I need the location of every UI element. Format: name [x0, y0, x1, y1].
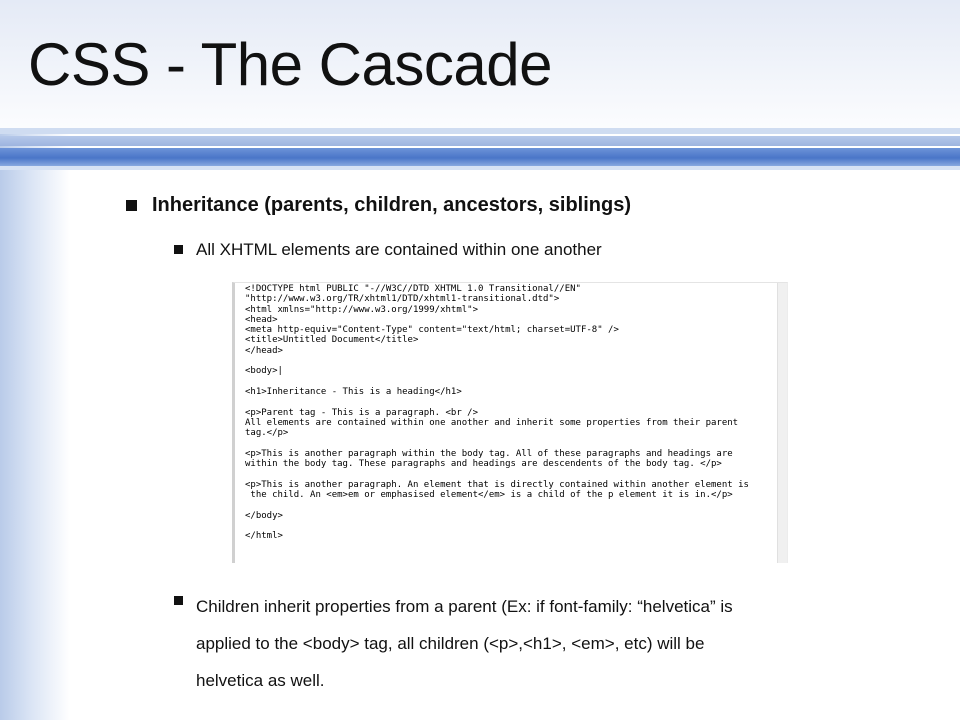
- code-line: <body>|: [245, 366, 283, 377]
- scrollbar: [777, 283, 787, 563]
- code-line: All elements are contained within one another and inherit some properties from their parent: [245, 417, 739, 428]
- bullet-text-line: helvetica as well.: [196, 671, 325, 690]
- bullet-inheritance: [126, 194, 631, 217]
- code-line: [245, 356, 749, 366]
- code-line: [245, 377, 749, 387]
- bullet-text-line: applied to the <body> tag, all children (<p>,<h1>, <em>, etc) will be: [196, 634, 705, 653]
- code-line: <p>This is another paragraph. An element that is directly contained within another element is: [245, 479, 749, 490]
- bullet-text: All XHTML elements are contained within one another: [196, 240, 602, 259]
- code-line: "http://www.w3.org/TR/xhtml1/DTD/xhtml1-transitional.dtd">: [245, 294, 560, 305]
- code-line: <p>Parent tag - This is a paragraph. <br />: [245, 407, 478, 418]
- square-bullet-icon: [174, 245, 183, 254]
- stripe-line: [0, 136, 960, 146]
- code-line: tag.</p>: [245, 428, 289, 439]
- square-bullet-icon: [126, 200, 137, 211]
- code-line: [245, 397, 749, 407]
- code-screenshot: [232, 282, 788, 563]
- code-line: <p>This is another paragraph within the body tag. All of these paragraphs and headings are: [245, 448, 733, 459]
- code-line: </body>: [245, 510, 283, 521]
- stripe-line: [0, 128, 960, 134]
- code-lines: [245, 284, 749, 541]
- stripe-line: [0, 148, 960, 166]
- code-line: the child. An <em>em or emphasised element</em> is a child of the p element it is in.</p>: [245, 489, 733, 500]
- bullet-text: Inheritance (parents, children, ancestors, siblings): [152, 194, 632, 216]
- code-line: [245, 469, 749, 479]
- code-line: <title>Untitled Document</title>: [245, 335, 419, 346]
- bullet-contained-elements: [174, 240, 602, 260]
- square-bullet-icon: [174, 596, 183, 605]
- code-line: <head>: [245, 314, 278, 325]
- decorative-stripes: [0, 128, 960, 172]
- bullet-children-inherit: [174, 588, 884, 699]
- code-line: <!DOCTYPE html PUBLIC "-//W3C//DTD XHTML 1.0 Transitional//EN": [245, 284, 581, 294]
- bullet-text-line: Children inherit properties from a parent (Ex: if font-family: “helvetica” is: [196, 597, 733, 616]
- code-line: </head>: [245, 345, 283, 356]
- code-line: [245, 500, 749, 510]
- code-line: <html xmlns="http://www.w3.org/1999/xhtml">: [245, 304, 478, 315]
- slide-title: CSS - The Cascade: [28, 31, 552, 98]
- code-line: <meta http-equiv="Content-Type" content="text/html; charset=UTF-8" />: [245, 325, 619, 336]
- code-line: within the body tag. These paragraphs and headings are descendents of the body tag. </p>: [245, 459, 722, 470]
- code-line: </html>: [245, 531, 283, 542]
- code-line: [245, 438, 749, 448]
- stripe-line: [0, 166, 960, 170]
- code-line: [245, 521, 749, 531]
- code-line: <h1>Inheritance - This is a heading</h1>: [245, 386, 462, 397]
